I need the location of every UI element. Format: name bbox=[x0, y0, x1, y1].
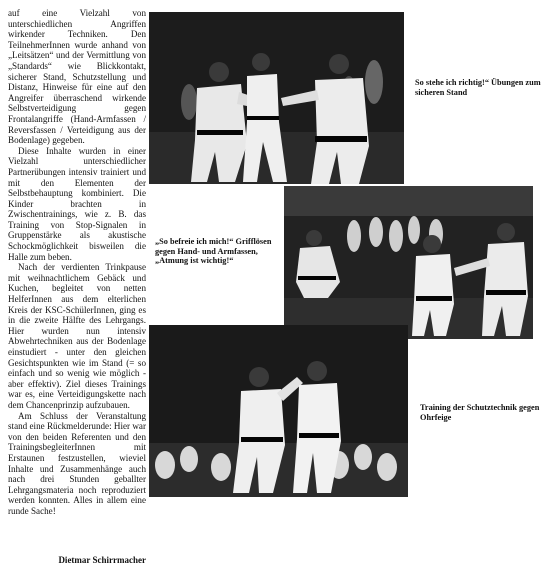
photo-caption: So stehe ich richtig!“ Übungen zum sicheren Stand bbox=[415, 78, 541, 97]
article-paragraph: Am Schluss der Veranstaltung stand eine Rückmelderunde: Hier war von den beiden Referenten und den TrainingsbegleiterInnen mit Erstaunen festzustellen, wieviel Inhalte und Zusammenhänge auch nach drei Stunden geballter Lehrgangsmateria noch reproduziert werden konnten. Alles in allem eine runde Sache! bbox=[8, 410, 146, 516]
article-paragraph: Diese Inhalte wurden in einer Vielzahl unterschiedlicher Partnerübungen intensiv trainiert und mit den Elementen der Selbstbehauptung kombiniert. Die Kinder brachten in Zwischentrainings, wie z. B. das Training von Stop-Signalen in Gruppenstärke als akustische Schockmöglichkeit bisweilen die Halle zum beben. bbox=[8, 145, 146, 262]
photo-release-techniques bbox=[284, 186, 533, 339]
photo-slap-defense bbox=[149, 325, 408, 497]
article-paragraph: auf eine Vielzahl von unterschiedlichen Angriffen wirkender Techniken. Den TeilnehmerInnen wurde anhand von „Leitsätzen“ und der Vermittlung von „Standards“ wie Blickkontakt, sicherer Stand, Schutzstellung und Distanz, Hinweise für eine auf den Angreifer überraschend wirkende Selbstverteidigung gegen Frontalangriffe (Hand-Armfassen / Reversfassen / Verteidigung aus der Bodenlage) gegeben. bbox=[8, 8, 146, 146]
photo-caption: „So befreie ich mich!“ Grifflösen gegen Hand- und Armfassen, „Atmung ist wichtig!“ bbox=[155, 237, 272, 266]
article-column bbox=[8, 8, 146, 517]
article-paragraph: Nach der verdienten Trinkpause mit weihnachtlichem Gebäck und Kuchen, begleitet von netten HelferInnen aus dem elterlichen Kreis der KSC-SchülerInnen, ging es in die zweite Hälfte des Lehrgangs. Hier wurden nun intensiv Abwehrtechniken aus der Bodenlage einstudiert - unter den gleichen Gesichtspunkten wie im Stand (= so einfach und so wenig wie möglich - aber effektiv). Ziel dieses Trainings war es, eine Verteidigungskette nach dem Chancenprinzip aufzubauen. bbox=[8, 262, 146, 410]
author-byline: Dietmar Schirrmacher bbox=[58, 555, 146, 565]
photo-caption: Training der Schutztechnik gegen Ohrfeige bbox=[420, 403, 540, 422]
photo-stance-training bbox=[149, 12, 404, 184]
